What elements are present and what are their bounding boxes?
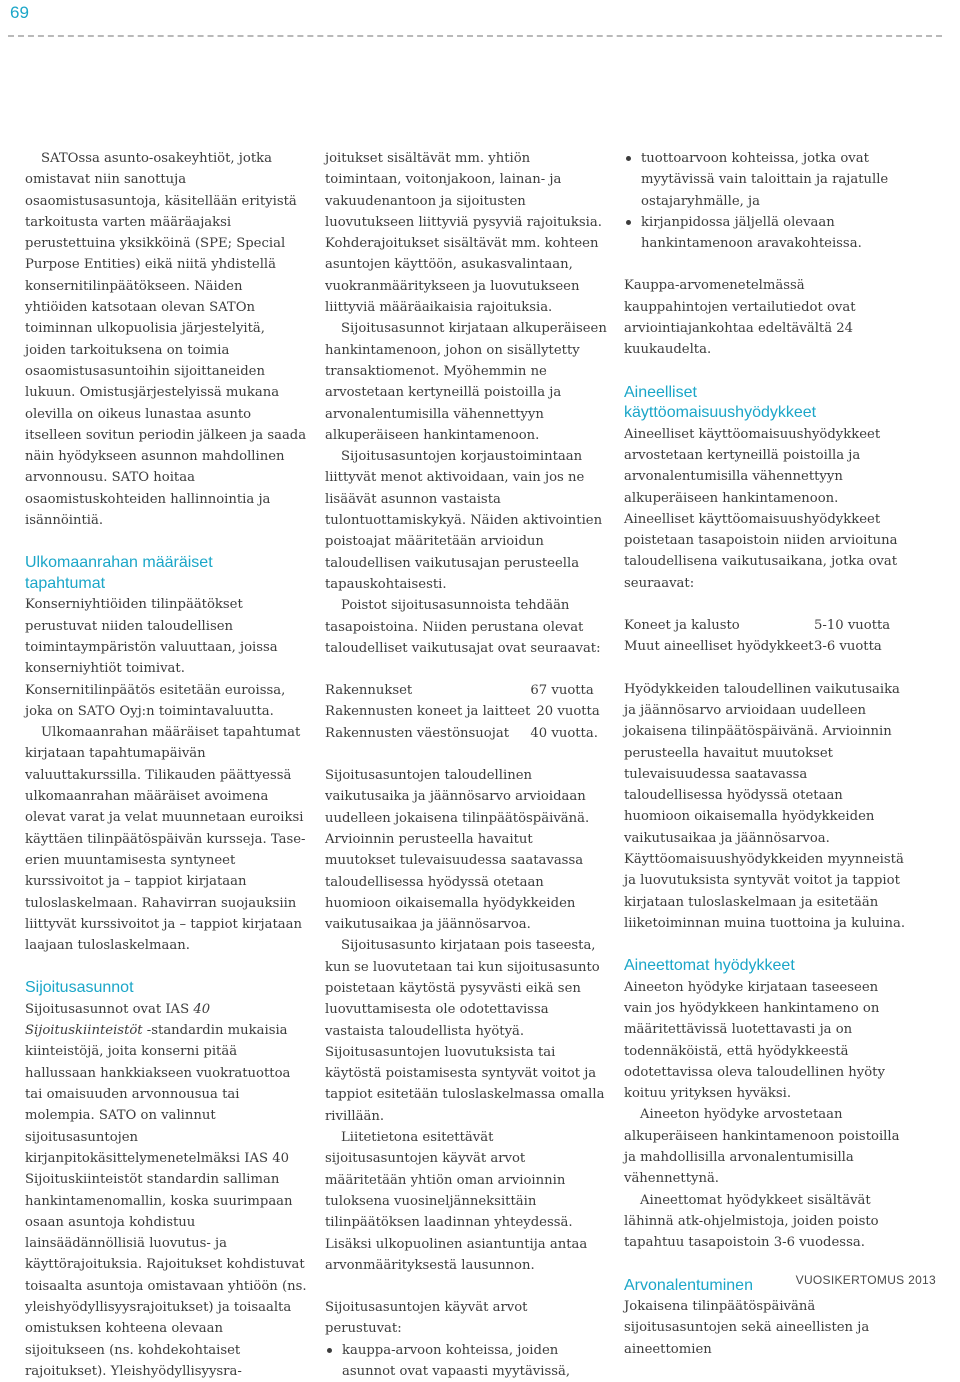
life-label: Muut aineelliset hyödykkeet: [624, 639, 814, 655]
life-value: 5-10 vuotta: [814, 618, 891, 634]
life-label: Rakennusten koneet ja laitteet: [325, 704, 531, 720]
fair-value-list-continued: [624, 148, 906, 254]
life-label: Rakennusten väestönsuojat: [325, 725, 509, 741]
list-item: kirjanpidossa jäljellä olevaan hankintamenoon aravakohteissa.: [624, 212, 906, 255]
investment-paragraph-rest: -standardin mukaisia kiinteistöjä, joita konserni pitää hallussaan hankkiakseen vuokratuottoa tai omaisuuden arvonnousua tai molempia. SATO on valinnut sijoitusasuntojen kirjanpitokäsittelymenetelmäksi IAS 40 Sijoituskiinteistöt standardin salliman hankintamenomallin, koska suurimpaan osaan asuntoja kohdistuu lainsäädännöllisiä luovutus- ja käyttörajoituksia. Rajoitukset kohdistuvat toisaalta asuntoja omistavaan yhtiöön (ns. yleishyödyllisyysrajoitukset) ja toisaalta omistuksen kohteena olevaan sijoitukseen (ns. kohdekohtaiset rajoitukset). Yleishyödyllisyysra-: [25, 1023, 307, 1379]
useful-life-review-paragraph: Sijoitusasuntojen taloudellinen vaikutusaika ja jäännösarvo arvioidaan uudelleen jokaisena tilinpäätöspäivänä. Arvioinnin perusteella havaitut muutokset tulevaisuudessa saatavassa taloudellisessa hyödyssä otetaan huomioon oikaisemalla hyödykkeiden vaikutusaikaa ja jäännösarvoa.: [325, 768, 590, 933]
investment-paragraph-start: Sijoitusasunnot ovat IAS: [25, 1001, 194, 1017]
impairment-paragraph: Jokaisena tilinpäätöspäivänä sijoitusasuntojen sekä aineellisten ja aineettomien: [624, 1299, 870, 1357]
list-item: kauppa-arvoon kohteissa, joiden asunnot ovat vapaasti myytävissä,: [325, 1340, 607, 1382]
table-row: [325, 680, 600, 701]
life-value: 67 vuotta: [530, 683, 594, 699]
useful-lives-table: [325, 680, 600, 744]
fair-value-basis-paragraph: Sijoitusasuntojen käyvät arvot perustuvat:: [325, 1300, 528, 1337]
heading-tangible-assets-line2: käyttöomaisuushyödykkeet: [624, 404, 817, 422]
table-row: [325, 723, 600, 744]
life-label: Koneet ja kalusto: [624, 618, 740, 634]
heading-tangible-assets: [624, 383, 906, 424]
heading-foreign-currency: [25, 553, 307, 594]
heading-tangible-assets-line1: Aineelliset: [624, 383, 697, 401]
intangible-paragraph-3: Aineettomat hyödykkeet sisältävät lähinnä atk-ohjelmistoja, joiden poisto tapahtuu tasapoistoin 3-6 vuodessa.: [624, 1192, 879, 1251]
intangible-paragraph-2: Aineeton hyödyke arvostetaan alkuperäiseen hankintamenoon poistoilla ja mahdollisilla arvonalentumisilla vähennettynä.: [624, 1107, 900, 1187]
life-value: 3-6 vuotta: [814, 639, 882, 655]
restrictions-paragraph: joitukset sisältävät mm. yhtiön toimintaan, voitonjakoon, lainan- ja vakuudenantoon ja sijoitusten luovutukseen liittyviä pysyviä rajoituksia. Kohderajoitukset sisältävät mm. kohteen asuntojen käyttöön, asukasvalintaan, vuokranmääritykseen ja luovutukseen liittyviä määräaikaisia rajoituksia.: [325, 151, 602, 316]
column-1: [25, 148, 307, 1382]
derecognition-paragraph: Sijoitusasunto kirjataan pois taseesta, kun se luovutetaan tai kun sijoitusasunto poistetaan käytöstä pysyvästi eikä sen luovuttamisesta ole odotettavissa vastaista taloudellista hyötyä. Sijoitusasuntojen luovutuksista tai käytöstä poistamisesta syntyvät voitot ja tappiot esitetään tuloslaskelmassa omalla rivillään.: [325, 938, 605, 1124]
fx-paragraph-1: Konserniyhtiöiden tilinpäätökset perustuvat niiden taloudellisen toimintaympäristön valuuttaan, joissa konserniyhtiöt toimivat. Konsernitilinpäätös esitetään euroissa, joka on SATO Oyj:n toimintavaluutta.: [25, 597, 286, 719]
tangible-paragraph: Aineelliset käyttöomaisuushyödykkeet arvostetaan kertyneillä poistoilla ja arvonalentumisilla vähennettyyn alkuperäiseen hankintamenoon. Aineelliset käyttöomaisuushyödykkeet poistetaan tasapoistoin niiden arvioituna taloudellisena vaikutusaikana, jotka ovat seuraavat:: [624, 426, 898, 591]
market-value-paragraph: Kauppa-arvomenetelmässä kauppahintojen vertailutiedot ovat arviointiajankohtaa edeltävältä 24 kuukaudelta.: [624, 278, 856, 358]
intangible-paragraph-1: Aineeton hyödyke kirjataan taseeseen vain jos hyödykkeen hankintameno on määritettävissä luotettavasti ja on todennäköistä, että hyödykkeestä odotettavissa oleva taloudellinen hyöty koituu yrityksen hyväksi.: [624, 979, 885, 1102]
column-2: [325, 148, 607, 1382]
heading-impairment: Arvonalentuminen: [624, 1276, 753, 1294]
fx-paragraph-2: Ulkomaanrahan määräiset tapahtumat kirjataan tapahtumapäivän valuuttakurssilla. Tilikauden päättyessä ulkomaanrahan määräiset avoimena olevat varat ja velat muunnetaan euroiksi käyttäen tilinpäätöspäivän kursseja. Tase-erien muuntamisesta syntyneet kurssivoitot ja – tappiot kirjataan tuloslaskelmaan. Rahavirran suojauksiin liittyvät kurssivoitot ja – tappiot kirjataan laajaan tuloslaskelmaan.: [25, 725, 306, 954]
tangible-lives-table: [624, 615, 890, 658]
initial-cost-paragraph: Sijoitusasunnot kirjataan alkuperäiseen hankintamenoon, johon on sisällytetty transaktiomenot. Myöhemmin ne arvostetaan kertyneillä poistoilla ja arvonalentumisilla vähennettyyn alkuperäiseen hankintamenoon.: [325, 321, 607, 443]
page-number: 69: [10, 3, 29, 22]
fair-value-list: [325, 1340, 607, 1382]
heading-foreign-currency-line1: Ulkomaanrahan määräiset: [25, 554, 213, 572]
column-3: [624, 148, 906, 1360]
heading-foreign-currency-line2: tapahtumat: [25, 574, 106, 592]
investment-paragraph: [25, 999, 307, 1382]
repairs-paragraph: Sijoitusasuntojen korjaustoimintaan liittyvät menot aktivoidaan, vain jos ne lisäävät asunnon vastaista tulontuottamiskykyä. Näiden aktivointien poistoajat määritetään arvioidun taloudellisen vaikutusajan perusteella tapauskohtaisesti.: [325, 449, 603, 592]
life-value: 40 vuotta.: [530, 725, 598, 741]
life-label: Rakennukset: [325, 683, 413, 699]
table-row: [624, 615, 890, 636]
fair-value-paragraph: Liitetietona esitettävät sijoitusasuntojen käyvät arvot määritetään yhtiön oman arvioinnin tuloksena vuosineljänneksittäin tilinpäätöksen laadinnan yhteydessä. Lisäksi ulkopuolinen asiantuntija antaa arvonmäärityksestä lausunnon.: [325, 1130, 588, 1273]
table-row: [624, 636, 890, 657]
spe-paragraph: SATOssa asunto-osakeyhtiöt, jotka omistavat niin sanottuja osaomistusasuntoja, käsitellään erityistä tarkoitusta varten määräajaksi perustettuina yksikköinä (SPE; Special Purpose Entities) eikä niitä yhdistellä konsernitilinpäätökseen. Näiden yhtiöiden katsotaan olevan SATOn toiminnan ulkopuolisia järjestelyitä, joiden tarkoituksena on toimia osaomistusasuntoihin sijoittaneiden lukuun. Omistusjärjestelyissä mukana olevilla on oikeus lunastaa asunto itselleen sovitun periodin jälkeen ja saada näin hyödykseen asunnon mahdollinen arvonnousu. SATO hoitaa osaomistuskohteiden hallinnointia ja isännöintiä.: [25, 151, 307, 529]
footer-annual-report: VUOSIKERTOMUS 2013: [795, 1273, 936, 1287]
tangible-review-paragraph: Hyödykkeiden taloudellinen vaikutusaika ja jäännösarvo arvioidaan uudelleen jokaisena tilinpäätöspäivänä. Arvioinnin perusteella havaitut muutokset tulevaisuudessa saatavassa taloudellisessa hyödyssä otetaan huomioon oikaisemalla hyödykkeiden vaikutusaikaa ja jäännösarvoa. Käyttöomaisuushyödykkeiden myynneistä ja luovutuksista syntyvät voitot ja tappiot kirjataan tuloslaskelmaan ja esitetään liiketoiminnan muina tuottoina ja kuluina.: [624, 681, 906, 931]
depreciation-paragraph: Poistot sijoitusasunnoista tehdään tasapoistoina. Niiden perustana olevat taloudelliset vaikutusajat ovat seuraavat:: [325, 598, 601, 656]
header-dashed-rule: [8, 35, 942, 37]
list-item: tuottoarvoon kohteissa, jotka ovat myytävissä vain taloittain ja rajatulle ostajaryhmälle, ja: [624, 148, 906, 212]
heading-investment-properties: Sijoitusasunnot: [25, 979, 134, 997]
ias40-title: 40 Sijoituskiinteistöt: [25, 1001, 211, 1039]
life-value: 20 vuotta: [536, 704, 600, 720]
table-row: [325, 701, 600, 722]
heading-intangible-assets: Aineettomat hyödykkeet: [624, 957, 795, 975]
